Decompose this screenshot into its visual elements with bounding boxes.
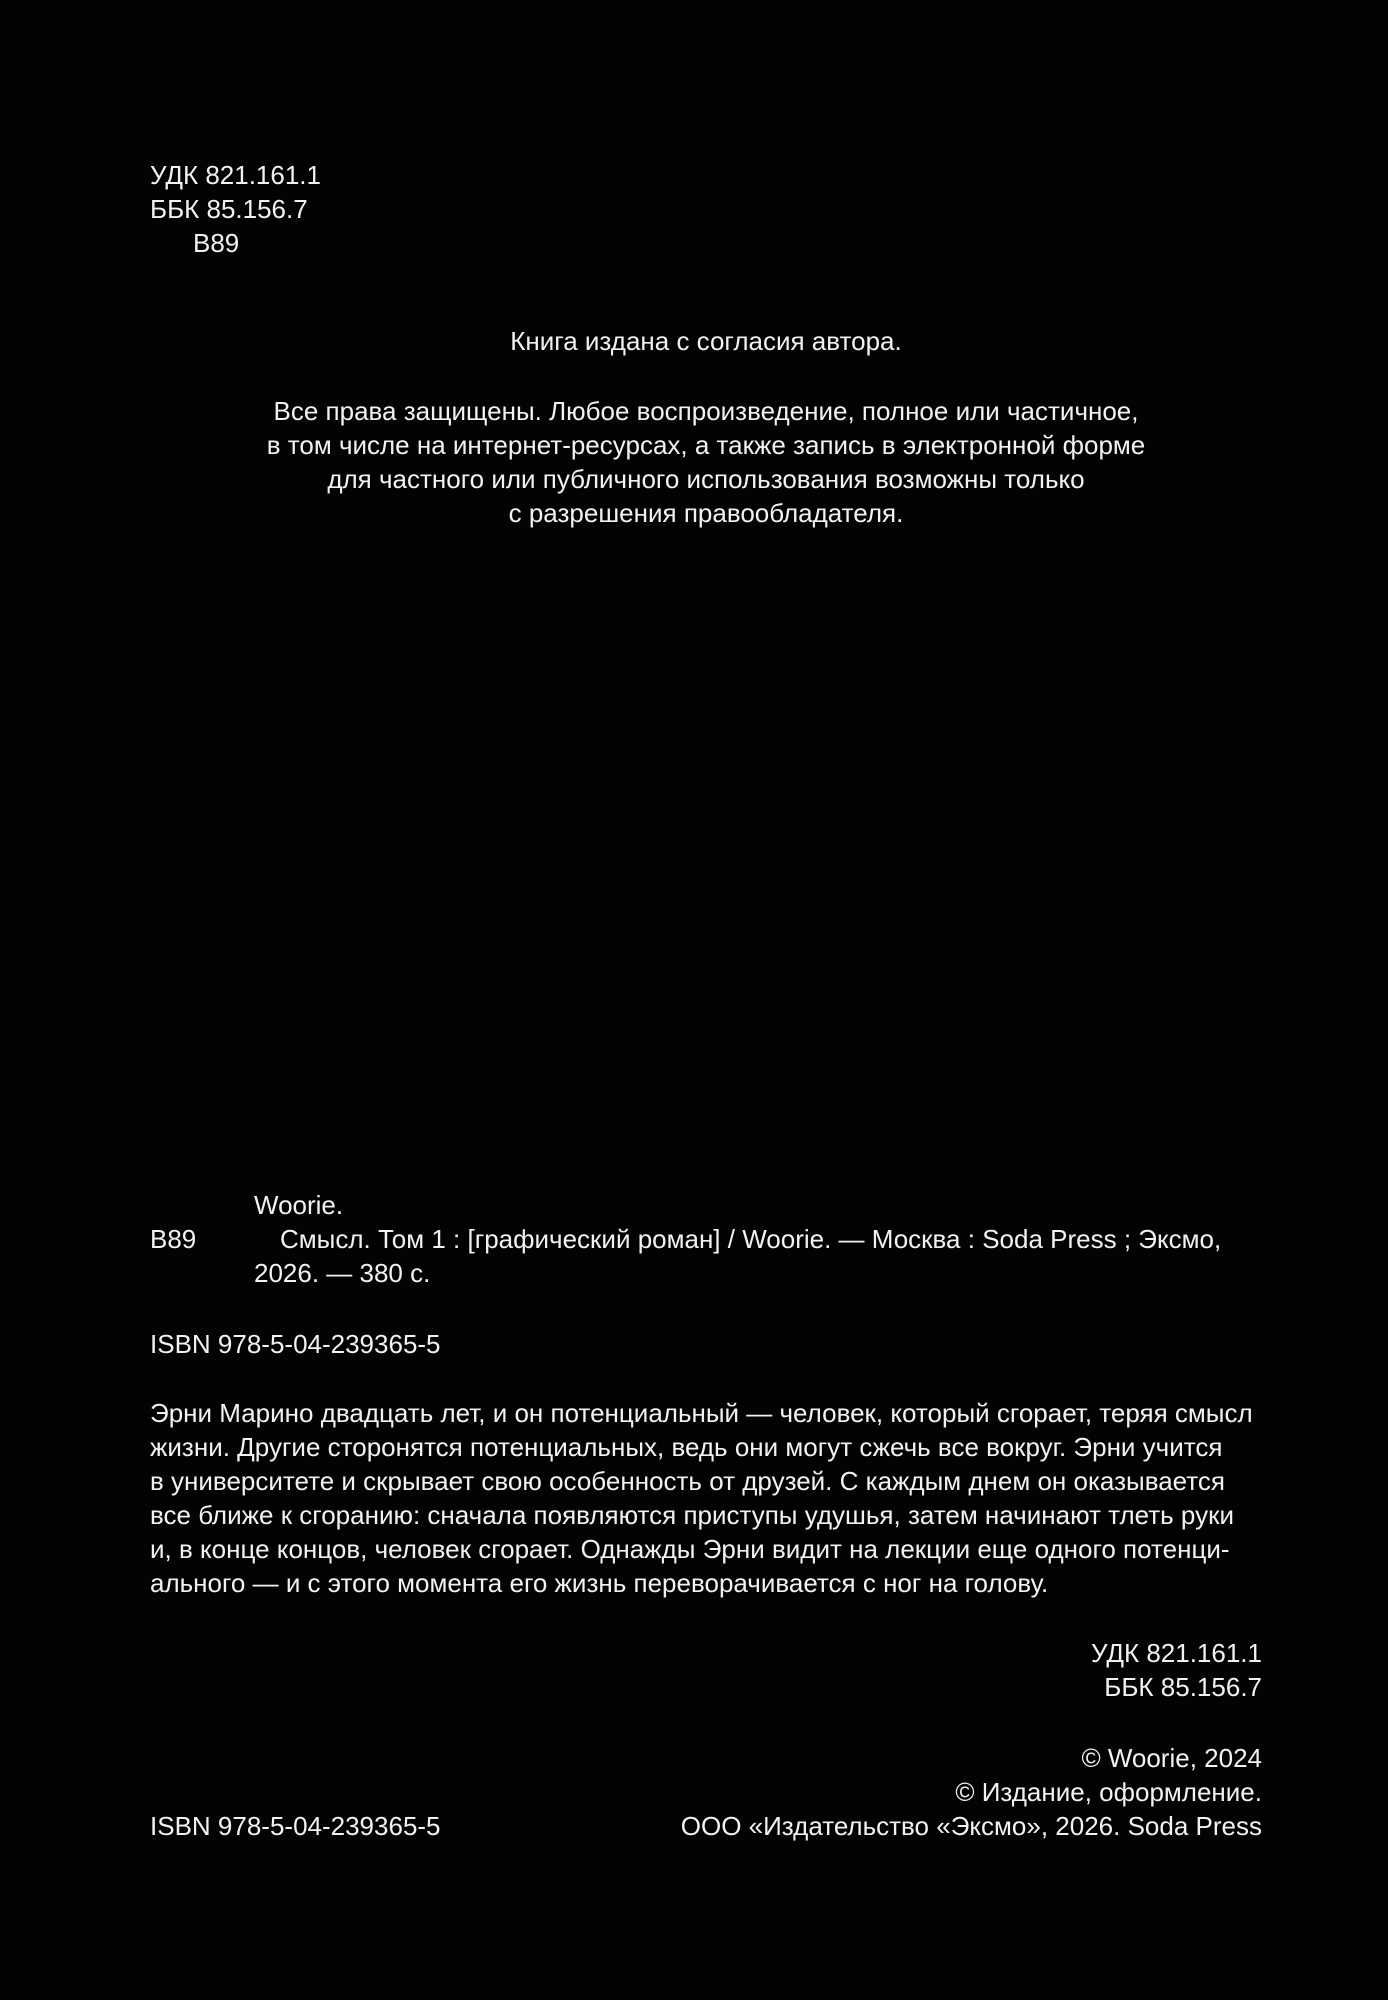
annotation-line: все ближе к сгоранию: сначала появляются приступы удушья, затем начинают тлеть руки xyxy=(150,1500,1234,1530)
copyright-block xyxy=(681,1741,1262,1843)
udk-code-bottom: УДК 821.161.1 xyxy=(1091,1638,1262,1668)
annotation-line: и, в конце концов, человек сгорает. Однажды Эрни видит на лекции еще одного потенци- xyxy=(150,1534,1230,1564)
rights-line: Все права защищены. Любое воспроизведение, полное или частичное, xyxy=(273,396,1139,426)
copyright-line: ООО «Издательство «Эксмо», 2026. Soda Press xyxy=(680,1811,1262,1841)
annotation xyxy=(150,1396,1262,1600)
bbk-code: ББК 85.156.7 xyxy=(150,194,308,224)
classification-codes xyxy=(150,158,321,260)
annotation-line: ального — и с этого момента его жизнь переворачивается с ног на голову. xyxy=(150,1568,1049,1598)
rights-line: для частного или публичного использования возможны только xyxy=(327,464,1085,494)
rights-line: в том числе на интернет-ресурсах, а также запись в электронной форме xyxy=(266,430,1146,460)
bbk-code-bottom: ББК 85.156.7 xyxy=(1104,1672,1262,1702)
annotation-line: в университете и скрывает свою особенность от друзей. С каждым днем он оказывается xyxy=(150,1466,1225,1496)
catalog-title-line: Смысл. Том 1 : [графический роман] / Woorie. — Москва : Soda Press ; Эксмо, xyxy=(280,1224,1222,1254)
annotation-line: Эрни Марино двадцать лет, и он потенциальный — человек, который сгорает, теряя смысл xyxy=(150,1398,1253,1428)
catalog-entry xyxy=(254,1188,1262,1290)
classification-codes-bottom xyxy=(1091,1636,1262,1704)
catalog-index: В89 xyxy=(150,1224,197,1254)
catalog-author: Woorie. xyxy=(254,1190,344,1220)
isbn: ISBN 978-5-04-239365-5 xyxy=(150,1329,441,1359)
author-mark: В89 xyxy=(193,228,240,258)
annotation-line: жизни. Другие сторонятся потенциальных, ведь они могут сжечь все вокруг. Эрни учится xyxy=(150,1432,1223,1462)
rights-line: с разрешения правообладателя. xyxy=(508,498,904,528)
udk-code: УДК 821.161.1 xyxy=(150,160,321,190)
isbn-bottom: ISBN 978-5-04-239365-5 xyxy=(150,1811,441,1841)
consent-note: Книга издана с согласия автора. xyxy=(510,326,902,356)
copyright-line: © Издание, оформление. xyxy=(955,1777,1262,1807)
rights-notice xyxy=(150,394,1262,530)
catalog-imprint-line: 2026. — 380 с. xyxy=(254,1258,431,1288)
copyright-line: © Woorie, 2024 xyxy=(1081,1743,1262,1773)
